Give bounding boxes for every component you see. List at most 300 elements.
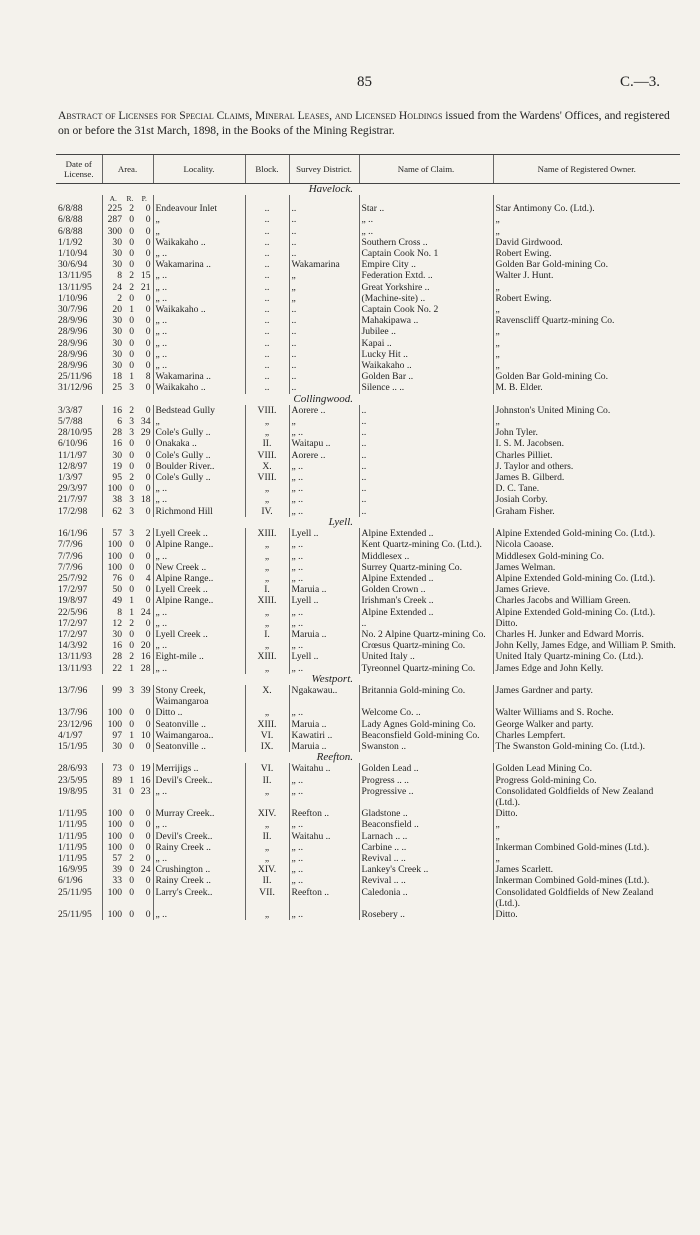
cell-block: „: [245, 842, 289, 853]
cell-perches: 0: [145, 886, 151, 898]
cell-locality: „: [153, 226, 245, 237]
cell-perches: 16: [140, 774, 151, 786]
cell-block: ..: [245, 214, 289, 225]
cell-perches: 39: [140, 684, 151, 696]
cell-block: ..: [245, 315, 289, 326]
cell-survey-district: „ ..: [289, 427, 359, 438]
col-locality: Locality.: [153, 155, 245, 184]
cell-perches: 24: [140, 864, 151, 876]
cell-block: XIII.: [245, 528, 289, 539]
cell-block: IV.: [245, 506, 289, 517]
cell-roods: 2: [129, 651, 134, 663]
cell-block: „: [245, 909, 289, 920]
cell-claim-name: (Machine-site) ..: [359, 293, 493, 304]
cell-claim-name: ..: [359, 405, 493, 416]
cell-perches: 15: [140, 270, 151, 282]
section-name-cell: Havelock.: [308, 183, 354, 195]
table-row: [56, 741, 680, 752]
cell-perches: 0: [145, 472, 151, 484]
cell-locality: „ ..: [153, 819, 245, 830]
cell-claim-name: No. 2 Alpine Quartz-mining Co.: [359, 629, 493, 640]
page-reference: C.—3.: [619, 74, 660, 90]
cell-date: 22/5/96: [58, 606, 88, 618]
table-row: [56, 315, 680, 326]
cell-perches: 24: [140, 606, 151, 618]
cell-date: 28/6/93: [58, 763, 88, 775]
cell-acres: 100: [102, 483, 124, 494]
cell-date: 13/11/93: [58, 651, 92, 663]
cell-acres: 97: [102, 730, 124, 741]
cell-locality: Stony Creek, Waimangaroa: [153, 685, 245, 707]
cell-perches: 4: [145, 572, 151, 584]
cell-locality: Devil's Creek..: [153, 831, 245, 842]
table-row: [56, 405, 680, 416]
cell-perches: 0: [145, 449, 151, 461]
cell-block: I.: [245, 584, 289, 595]
cell-roods: 0: [129, 718, 134, 730]
cell-roods: 0: [129, 909, 134, 920]
cell-survey-district: Kawatiri ..: [289, 730, 359, 741]
cell-locality: Devil's Creek..: [153, 775, 245, 786]
cell-perches: 0: [145, 326, 151, 338]
table-row: [56, 819, 680, 830]
cell-block: IX.: [245, 741, 289, 752]
cell-block: VI.: [245, 763, 289, 774]
cell-roods: 3: [129, 684, 134, 696]
cell-survey-district: „ ..: [289, 562, 359, 573]
table-row: [56, 584, 680, 595]
cell-owner: Graham Fisher.: [493, 506, 680, 517]
cell-block: XIII.: [245, 595, 289, 606]
cell-date: 14/3/92: [58, 640, 88, 652]
cell-roods: 0: [129, 315, 134, 327]
cell-acres: 95: [102, 472, 124, 483]
cell-acres: 18: [102, 371, 124, 382]
cell-roods: 0: [129, 584, 134, 596]
cell-perches: 0: [145, 203, 151, 215]
cell-locality: Waikakaho ..: [153, 382, 245, 393]
cell-block: ..: [245, 304, 289, 315]
cell-date: 1/11/95: [58, 808, 87, 820]
unit-spacer: [56, 195, 102, 203]
cell-block: ..: [245, 371, 289, 382]
cell-perches: 0: [145, 808, 151, 820]
cell-survey-district: „ ..: [289, 640, 359, 651]
table-row: [56, 270, 680, 281]
table-row: [56, 416, 680, 427]
cell-block: XIV.: [245, 808, 289, 819]
cell-perches: 0: [145, 236, 151, 248]
cell-owner: Charles Jacobs and William Green.: [493, 595, 680, 606]
cell-survey-district: Lyell ..: [289, 651, 359, 662]
col-claim-name: Name of Claim.: [359, 155, 493, 184]
table-row: [56, 483, 680, 494]
cell-perches: 0: [145, 348, 151, 360]
cell-date: 1/3/97: [58, 472, 83, 484]
cell-locality: Alpine Range..: [153, 595, 245, 606]
cell-acres: 30: [102, 741, 124, 752]
cell-owner: Ditto.: [493, 808, 680, 819]
cell-locality: Wakamarina ..: [153, 259, 245, 270]
cell-date: 16/9/95: [58, 864, 88, 876]
cell-locality: Wakamarina ..: [153, 371, 245, 382]
cell-perches: 0: [145, 841, 151, 853]
cell-perches: 0: [145, 248, 151, 260]
cell-locality: Eight-mile ..: [153, 651, 245, 662]
cell-claim-name: Swanston ..: [359, 741, 493, 752]
cell-perches: 0: [145, 259, 151, 271]
table-row: [56, 763, 680, 774]
cell-block: ..: [245, 293, 289, 304]
cell-block: ..: [245, 282, 289, 293]
cell-date: 17/2/97: [58, 628, 88, 640]
cell-block: X.: [245, 461, 289, 472]
cell-roods: 0: [129, 292, 134, 304]
cell-survey-district: Maruia ..: [289, 741, 359, 752]
table-row: [56, 349, 680, 360]
cell-survey-district: „ ..: [289, 864, 359, 875]
table-row: [56, 685, 680, 707]
cell-owner: Robert Ewing.: [493, 293, 680, 304]
cell-locality: Lyell Creek ..: [153, 528, 245, 539]
licenses-table: [56, 154, 680, 920]
cell-perches: 0: [145, 460, 151, 472]
cell-block: „: [245, 539, 289, 550]
cell-survey-district: ..: [289, 214, 359, 225]
section-spacer: [359, 674, 680, 685]
cell-acres: 100: [102, 831, 124, 842]
cell-owner: Charles Pilliet.: [493, 450, 680, 461]
cell-locality: Seatonville ..: [153, 719, 245, 730]
cell-claim-name: Larnach .. ..: [359, 831, 493, 842]
cell-acres: 16: [102, 640, 124, 651]
table-row: [56, 203, 680, 214]
cell-locality: „ ..: [153, 315, 245, 326]
cell-roods: 0: [129, 236, 134, 248]
page-number: 85: [357, 74, 372, 90]
cell-block: „: [245, 707, 289, 718]
cell-claim-name: Carbine .. ..: [359, 842, 493, 853]
cell-survey-district: Reefton ..: [289, 887, 359, 909]
table-row: [56, 528, 680, 539]
cell-date: 19/8/97: [58, 595, 88, 607]
cell-locality: Rainy Creek ..: [153, 842, 245, 853]
cell-perches: 0: [145, 382, 151, 394]
cell-roods: 0: [129, 875, 134, 887]
cell-roods: 0: [129, 348, 134, 360]
cell-block: ..: [245, 237, 289, 248]
cell-roods: 3: [129, 494, 134, 506]
section-name-cell: Westport.: [311, 673, 354, 685]
cell-locality: Lyell Creek ..: [153, 629, 245, 640]
cell-acres: 28: [102, 427, 124, 438]
cell-owner: Walter Williams and S. Roche.: [493, 707, 680, 718]
cell-acres: 8: [102, 607, 124, 618]
cell-owner: „: [493, 349, 680, 360]
table-row: [56, 438, 680, 449]
cell-locality: Cole's Gully ..: [153, 472, 245, 483]
section-name-cell: Collingwood.: [293, 393, 354, 405]
cell-acres: 100: [102, 842, 124, 853]
cell-survey-district: ..: [289, 338, 359, 349]
cell-owner: Josiah Corby.: [493, 494, 680, 505]
cell-acres: 16: [102, 438, 124, 449]
cell-roods: 0: [129, 438, 134, 450]
cell-claim-name: ..: [359, 472, 493, 483]
cell-locality: Cole's Gully ..: [153, 427, 245, 438]
cell-block: X.: [245, 685, 289, 707]
cell-survey-district: Maruia ..: [289, 719, 359, 730]
cell-date: 5/7/88: [58, 416, 83, 428]
cell-locality: „ ..: [153, 248, 245, 259]
table-row: [56, 707, 680, 718]
cell-owner: Alpine Extended Gold-mining Co. (Ltd.).: [493, 573, 680, 584]
cell-date: 13/11/93: [58, 662, 92, 674]
table-row: [56, 226, 680, 237]
cell-acres: 20: [102, 304, 124, 315]
cell-acres: 25: [102, 382, 124, 393]
cell-owner: Charles Lempfert.: [493, 730, 680, 741]
cell-locality: „ ..: [153, 483, 245, 494]
cell-claim-name: Golden Crown ..: [359, 584, 493, 595]
cell-perches: 21: [140, 281, 151, 293]
cell-acres: 30: [102, 629, 124, 640]
cell-locality: Merrijigs ..: [153, 763, 245, 774]
table-row: [56, 360, 680, 371]
cell-roods: 3: [129, 382, 134, 394]
table-row: [56, 326, 680, 337]
table-row: [56, 730, 680, 741]
cell-survey-district: „: [289, 416, 359, 427]
cell-block: ..: [245, 226, 289, 237]
cell-block: ..: [245, 270, 289, 281]
unit-spacer: [493, 195, 680, 203]
cell-owner: „: [493, 831, 680, 842]
cell-survey-district: ..: [289, 326, 359, 337]
cell-owner: James Scarlett.: [493, 864, 680, 875]
cell-date: 4/1/97: [58, 729, 83, 741]
cell-acres: 8: [102, 270, 124, 281]
cell-owner: J. Taylor and others.: [493, 461, 680, 472]
cell-date: 28/9/96: [58, 326, 88, 338]
cell-block: „: [245, 551, 289, 562]
cell-claim-name: Rosebery ..: [359, 909, 493, 920]
cell-date: 17/2/98: [58, 505, 88, 517]
cell-survey-district: Aorere ..: [289, 450, 359, 461]
cell-locality: „ ..: [153, 909, 245, 920]
cell-date: 23/5/95: [58, 774, 88, 786]
section-name-cell: Lyell.: [328, 516, 354, 528]
cell-acres: 287: [102, 214, 124, 225]
cell-survey-district: Ngakawau..: [289, 685, 359, 707]
cell-perches: 0: [145, 214, 151, 226]
cell-block: „: [245, 786, 289, 808]
cell-claim-name: ..: [359, 438, 493, 449]
cell-date: 30/6/94: [58, 259, 88, 271]
cell-survey-district: ..: [289, 237, 359, 248]
cell-roods: 3: [129, 427, 134, 439]
table-row: [56, 427, 680, 438]
cell-claim-name: Kent Quartz-mining Co. (Ltd.).: [359, 539, 493, 550]
cell-roods: 2: [129, 617, 134, 629]
col-block: Block.: [245, 155, 289, 184]
cell-survey-district: „ ..: [289, 819, 359, 830]
cell-claim-name: Welcome Co. ..: [359, 707, 493, 718]
cell-owner: „: [493, 819, 680, 830]
cell-locality: Boulder River..: [153, 461, 245, 472]
cell-date: 16/1/96: [58, 528, 88, 540]
cell-owner: James Grieve.: [493, 584, 680, 595]
cell-perches: 0: [145, 628, 151, 640]
cell-acres: 50: [102, 584, 124, 595]
table-row: [56, 573, 680, 584]
cell-date: 31/12/96: [58, 382, 93, 394]
cell-owner: James B. Gilberd.: [493, 472, 680, 483]
cell-acres: 100: [102, 819, 124, 830]
cell-acres: 30: [102, 450, 124, 461]
cell-roods: 1: [129, 729, 134, 741]
cell-claim-name: Caledonia ..: [359, 887, 493, 909]
table-row: [56, 719, 680, 730]
cell-claim-name: Alpine Extended ..: [359, 607, 493, 618]
cell-survey-district: „ ..: [289, 909, 359, 920]
cell-date: 1/10/96: [58, 292, 88, 304]
cell-locality: „ ..: [153, 494, 245, 505]
cell-perches: 16: [140, 651, 151, 663]
cell-claim-name: ..: [359, 483, 493, 494]
cell-claim-name: Gladstone ..: [359, 808, 493, 819]
cell-date: 6/8/88: [58, 214, 83, 226]
cell-locality: Crushington ..: [153, 864, 245, 875]
cell-block: II.: [245, 775, 289, 786]
cell-block: ..: [245, 338, 289, 349]
table-row: [56, 651, 680, 662]
cell-roods: 0: [129, 259, 134, 271]
cell-acres: 100: [102, 562, 124, 573]
table-row: [56, 629, 680, 640]
table-row: [56, 640, 680, 651]
cell-perches: 34: [140, 416, 151, 428]
cell-survey-district: Lyell ..: [289, 595, 359, 606]
cell-owner: Charles H. Junker and Edward Morris.: [493, 629, 680, 640]
cell-survey-district: „ ..: [289, 875, 359, 886]
cell-owner: „: [493, 360, 680, 371]
cell-date: 17/2/97: [58, 584, 88, 596]
cell-acres: 73: [102, 763, 124, 774]
cell-acres: 38: [102, 494, 124, 505]
cell-date: 6/1/96: [58, 875, 83, 887]
cell-acres: 30: [102, 248, 124, 259]
table-row: [56, 842, 680, 853]
cell-claim-name: Beaconsfield Gold-mining Co.: [359, 730, 493, 741]
cell-claim-name: Progress .. ..: [359, 775, 493, 786]
cell-survey-district: „ ..: [289, 494, 359, 505]
cell-perches: 0: [145, 438, 151, 450]
cell-date: 11/1/97: [58, 449, 87, 461]
cell-acres: 39: [102, 864, 124, 875]
table-row: [56, 382, 680, 393]
cell-block: „: [245, 819, 289, 830]
cell-owner: Inkerman Combined Gold-mines (Ltd.).: [493, 875, 680, 886]
cell-owner: Golden Bar Gold-mining Co.: [493, 259, 680, 270]
cell-block: „: [245, 640, 289, 651]
cell-roods: 0: [129, 830, 134, 842]
cell-acres: 22: [102, 663, 124, 674]
cell-acres: 30: [102, 349, 124, 360]
cell-block: XIV.: [245, 864, 289, 875]
unit-spacer: [359, 195, 493, 203]
cell-owner: George Walker and party.: [493, 719, 680, 730]
cell-perches: 0: [145, 561, 151, 573]
cell-survey-district: Reefton ..: [289, 808, 359, 819]
cell-claim-name: Revival .. ..: [359, 853, 493, 864]
cell-survey-district: „ ..: [289, 483, 359, 494]
cell-claim-name: United Italy ..: [359, 651, 493, 662]
cell-date: 25/11/95: [58, 886, 92, 898]
cell-perches: 0: [145, 337, 151, 349]
cell-date: 13/7/96: [58, 684, 88, 696]
cell-roods: 0: [129, 326, 134, 338]
cell-acres: 30: [102, 237, 124, 248]
table-row: [56, 853, 680, 864]
cell-owner: Inkerman Combined Gold-mines (Ltd.).: [493, 842, 680, 853]
cell-claim-name: Golden Bar ..: [359, 371, 493, 382]
cell-date: 7/7/96: [58, 550, 83, 562]
cell-block: ..: [245, 360, 289, 371]
cell-owner: „: [493, 416, 680, 427]
cell-survey-district: „ ..: [289, 618, 359, 629]
cell-date: 25/11/95: [58, 909, 92, 920]
cell-owner: Johnston's United Mining Co.: [493, 405, 680, 416]
section-heading: [56, 752, 680, 763]
area-units-row: [56, 195, 680, 203]
cell-block: „: [245, 573, 289, 584]
cell-roods: 2: [129, 281, 134, 293]
cell-date: 13/7/96: [58, 707, 88, 719]
cell-locality: „ ..: [153, 270, 245, 281]
cell-perches: 0: [145, 315, 151, 327]
cell-roods: 0: [129, 561, 134, 573]
cell-roods: 1: [129, 662, 134, 674]
cell-claim-name: Tyreonnel Quartz-mining Co.: [359, 663, 493, 674]
cell-claim-name: „ ..: [359, 226, 493, 237]
cell-date: 17/2/97: [58, 617, 88, 629]
cell-locality: „ ..: [153, 293, 245, 304]
cell-date: 1/11/95: [58, 852, 87, 864]
cell-owner: James Edge and John Kelly.: [493, 663, 680, 674]
cell-roods: 0: [129, 763, 134, 775]
cell-block: I.: [245, 629, 289, 640]
page-header: [0, 74, 700, 94]
table-row: [56, 371, 680, 382]
cell-block: ..: [245, 259, 289, 270]
cell-date: 13/11/95: [58, 270, 92, 282]
cell-owner: „: [493, 214, 680, 225]
section-heading: [56, 184, 680, 196]
cell-block: „: [245, 416, 289, 427]
cell-roods: 0: [129, 740, 134, 752]
cell-claim-name: Britannia Gold-mining Co.: [359, 685, 493, 707]
cell-locality: „ ..: [153, 349, 245, 360]
cell-roods: 0: [129, 337, 134, 349]
cell-survey-district: „ ..: [289, 539, 359, 550]
cell-owner: Golden Bar Gold-mining Co.: [493, 371, 680, 382]
col-survey-district: Survey District.: [289, 155, 359, 184]
cell-acres: 100: [102, 808, 124, 819]
cell-block: „: [245, 494, 289, 505]
cell-roods: 0: [129, 214, 134, 226]
cell-date: 28/10/95: [58, 427, 93, 439]
